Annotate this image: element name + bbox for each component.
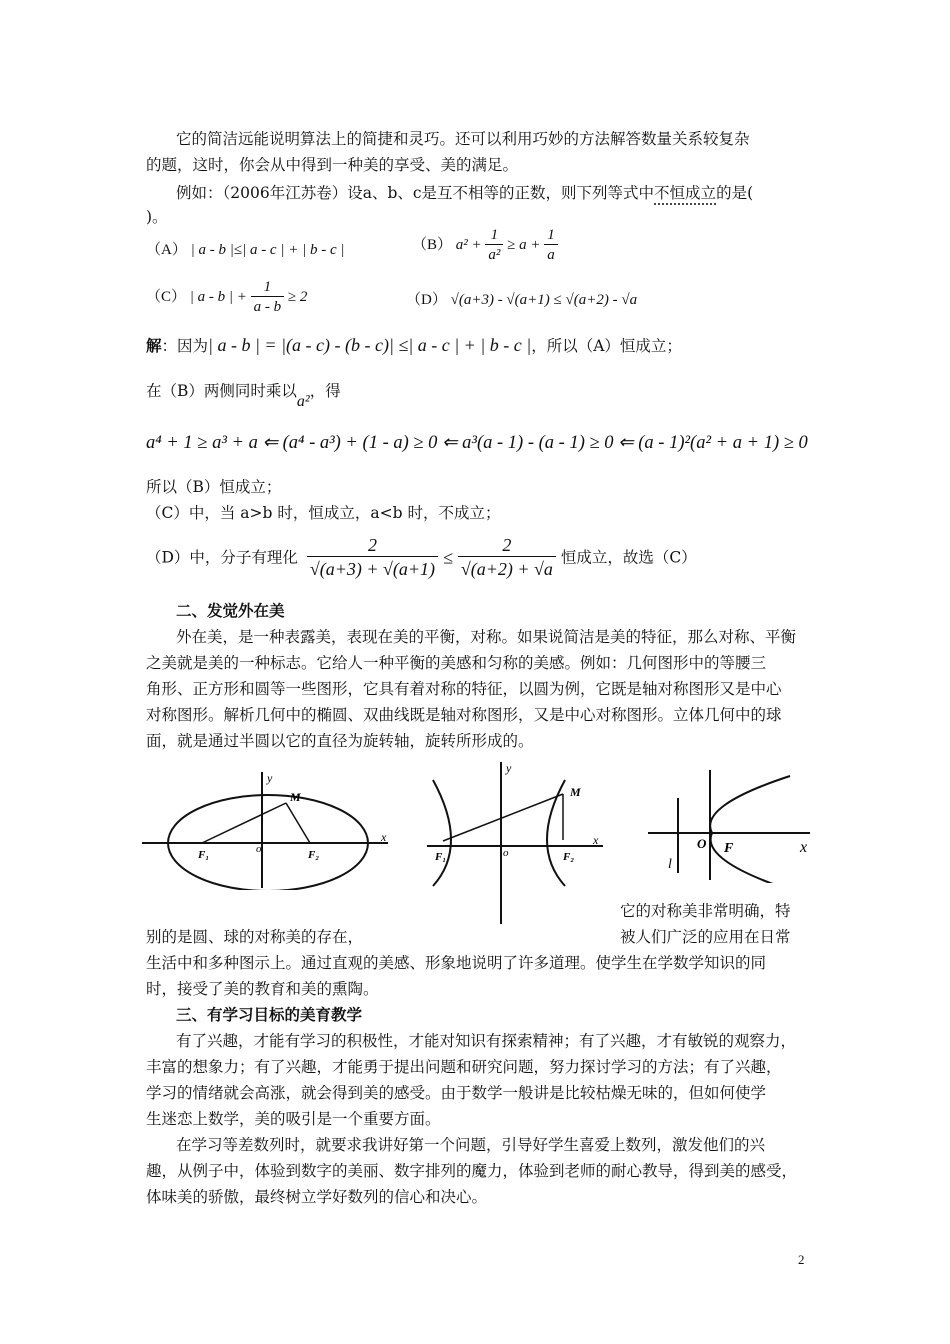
paragraph-line: 趣，从例子中，体验到数字的美丽、数字排列的魔力，体验到老师的耐心教导，得到美的感受， — [146, 1162, 798, 1180]
solution-label: 解 — [146, 336, 162, 355]
example-close: )。 — [146, 208, 168, 226]
parabola-figure — [640, 768, 820, 883]
long-equation: a⁴ + 1 ≥ a³ + a ⇐ (a⁴ - a³) + (1 - a) ≥ 0 ⇐ a³(a - 1) - (a - 1) ≥ 0 ⇐ (a - 1)²(a² + a + 1) ≥ 0 — [146, 433, 808, 453]
paragraph-line: 在学习等差数列时，就要求我讲好第一个问题，引导好学生喜爱上数列，激发他们的兴 — [176, 1136, 766, 1154]
b-line: 在（B）两侧同时乘以a²，得 — [146, 382, 341, 410]
paragraph-line: 生迷恋上数学，美的吸引是一个重要方面。 — [146, 1110, 441, 1128]
hyperbola-figure — [425, 758, 615, 928]
option-expression: ≥ a + — [507, 236, 541, 253]
solution-expression: | a - b | = |(a - c) - (b - c)| ≤| a - c | + | b - c | — [208, 335, 532, 355]
paragraph-line: 别的是圆、球的对称美的存在， — [146, 928, 364, 946]
solution-line: 解：因为| a - b | = |(a - c) - (b - c)| ≤| a - c | + | b - c |，所以（A）恒成立； — [146, 335, 682, 355]
option-expression: | a - b |≤| a - c | + | b - c | — [190, 242, 345, 258]
example-question — [176, 180, 753, 206]
c-line: （C）中，当 a>b 时，恒成立，a<b 时，不成立； — [146, 504, 501, 522]
x-axis-label: x — [593, 833, 599, 847]
fraction: $\frac{2}{√(a+3) + √(a+1)}$ — [307, 534, 438, 581]
origin-label: O — [697, 836, 707, 851]
option-expression: | a - b | + — [189, 288, 247, 305]
option-expression: a² + — [455, 236, 482, 253]
focus-label: F — [724, 841, 734, 856]
paragraph-line: 时，接受了美的教育和美的熏陶。 — [146, 980, 379, 998]
point-label: M — [570, 785, 581, 799]
b-conclusion: 所以（B）恒成立； — [146, 478, 282, 496]
paragraph-line: 丰富的想象力；有了兴趣，才能勇于提出问题和研究问题，努力探讨学习的方法；有了兴趣， — [146, 1058, 782, 1076]
option-b — [412, 226, 558, 265]
d-line: （D）中，分子有理化 $\frac{2}{√(a+3) + √(a+1)}$ ≤ $\frac{2}{√(a+2) + √a}$ 恒成立，故选（C） — [146, 535, 697, 579]
option-a — [146, 238, 345, 259]
page-number: 2 — [798, 1252, 805, 1267]
point-label: M — [290, 790, 301, 804]
fraction: $\frac{1}{a}$ — [544, 226, 558, 265]
fraction: $\frac{1}{a - b}$ — [251, 278, 285, 317]
focus-label: F₂ — [563, 851, 575, 863]
paragraph-line: 体味美的骄傲，最终树立学好数列的信心和决心。 — [146, 1188, 488, 1206]
option-c — [146, 278, 307, 317]
focus-label: F₂ — [308, 849, 320, 861]
paragraph-line: 学习的情绪就会高涨，就会得到美的感受。由于数学一般讲是比较枯燥无味的，但如何使学 — [146, 1084, 767, 1102]
emphasis-text: 不恒成立 — [654, 184, 717, 202]
option-d — [406, 288, 637, 309]
y-axis-label: y — [506, 761, 512, 775]
focus-label: F₁ — [435, 851, 447, 863]
y-axis-label: y — [267, 771, 273, 785]
focus-label: F₁ — [198, 849, 210, 861]
option-label: （A） — [146, 242, 187, 258]
paragraph-line: 它的对称美非常明确，特 — [620, 902, 791, 920]
option-expression: √(a+3) - √(a+1) ≤ √(a+2) - √a — [450, 292, 638, 308]
paragraph-line: 的题，这时，你会从中得到一种美的享受、美的满足。 — [146, 156, 519, 174]
section-heading: 二、发觉外在美 — [176, 601, 285, 620]
option-expression: ≥ 2 — [287, 288, 308, 305]
paragraph-line: 对称图形。解析几何中的椭圆、双曲线既是轴对称图形，又是中心对称图形。立体几何中的球 — [146, 706, 782, 724]
origin-label: o — [503, 847, 509, 859]
x-axis-label: x — [800, 839, 808, 856]
paragraph-line: 面，就是通过半圆以它的直径为旋转轴，旋转所形成的。 — [146, 732, 534, 750]
paragraph-line: 生活中和多种图示上。通过直观的美感、形象地说明了许多道理。使学生在学数学知识的同 — [146, 954, 767, 972]
paragraph-line: 它的简洁远能说明算法上的简捷和灵巧。还可以利用巧妙的方法解答数量关系较复杂 — [176, 130, 750, 148]
paragraph-line: 有了兴趣，才能有学习的积极性，才能对知识有探索精神；有了兴趣，才有敏锐的观察力， — [176, 1032, 797, 1050]
fraction: $\frac{2}{√(a+2) + √a}$ — [458, 534, 556, 581]
paragraph-line: 被人们广泛的应用在日常 — [620, 928, 791, 946]
example-text-end: 的是( — [716, 184, 754, 202]
directrix-label: l — [668, 857, 672, 872]
paragraph-line: 外在美，是一种表露美，表现在美的平衡，对称。如果说简洁是美的特征，那么对称、平衡 — [176, 628, 797, 646]
math-term: a² — [296, 393, 310, 410]
option-label: （B） — [412, 236, 453, 253]
section-heading: 三、有学习目标的美育教学 — [176, 1005, 363, 1024]
option-label: （D） — [406, 292, 447, 308]
paragraph-line: 角形、正方形和圆等一些图形，它具有着对称的特征，以圆为例，它既是轴对称图形又是中心 — [146, 680, 782, 698]
ellipse-figure — [140, 770, 400, 890]
option-label: （C） — [146, 288, 187, 305]
x-axis-label: x — [381, 830, 387, 844]
example-text: 例如：（2006年江苏卷）设a、b、c是互不相等的正数，则下列等式中 — [176, 184, 655, 202]
origin-label: o — [256, 843, 262, 855]
paragraph-line: 之美就是美的一种标志。它给人一种平衡的美感和匀称的美感。例如：几何图形中的等腰三 — [146, 654, 767, 672]
fraction: $\frac{1}{\text{a²}}$ — [485, 226, 503, 265]
